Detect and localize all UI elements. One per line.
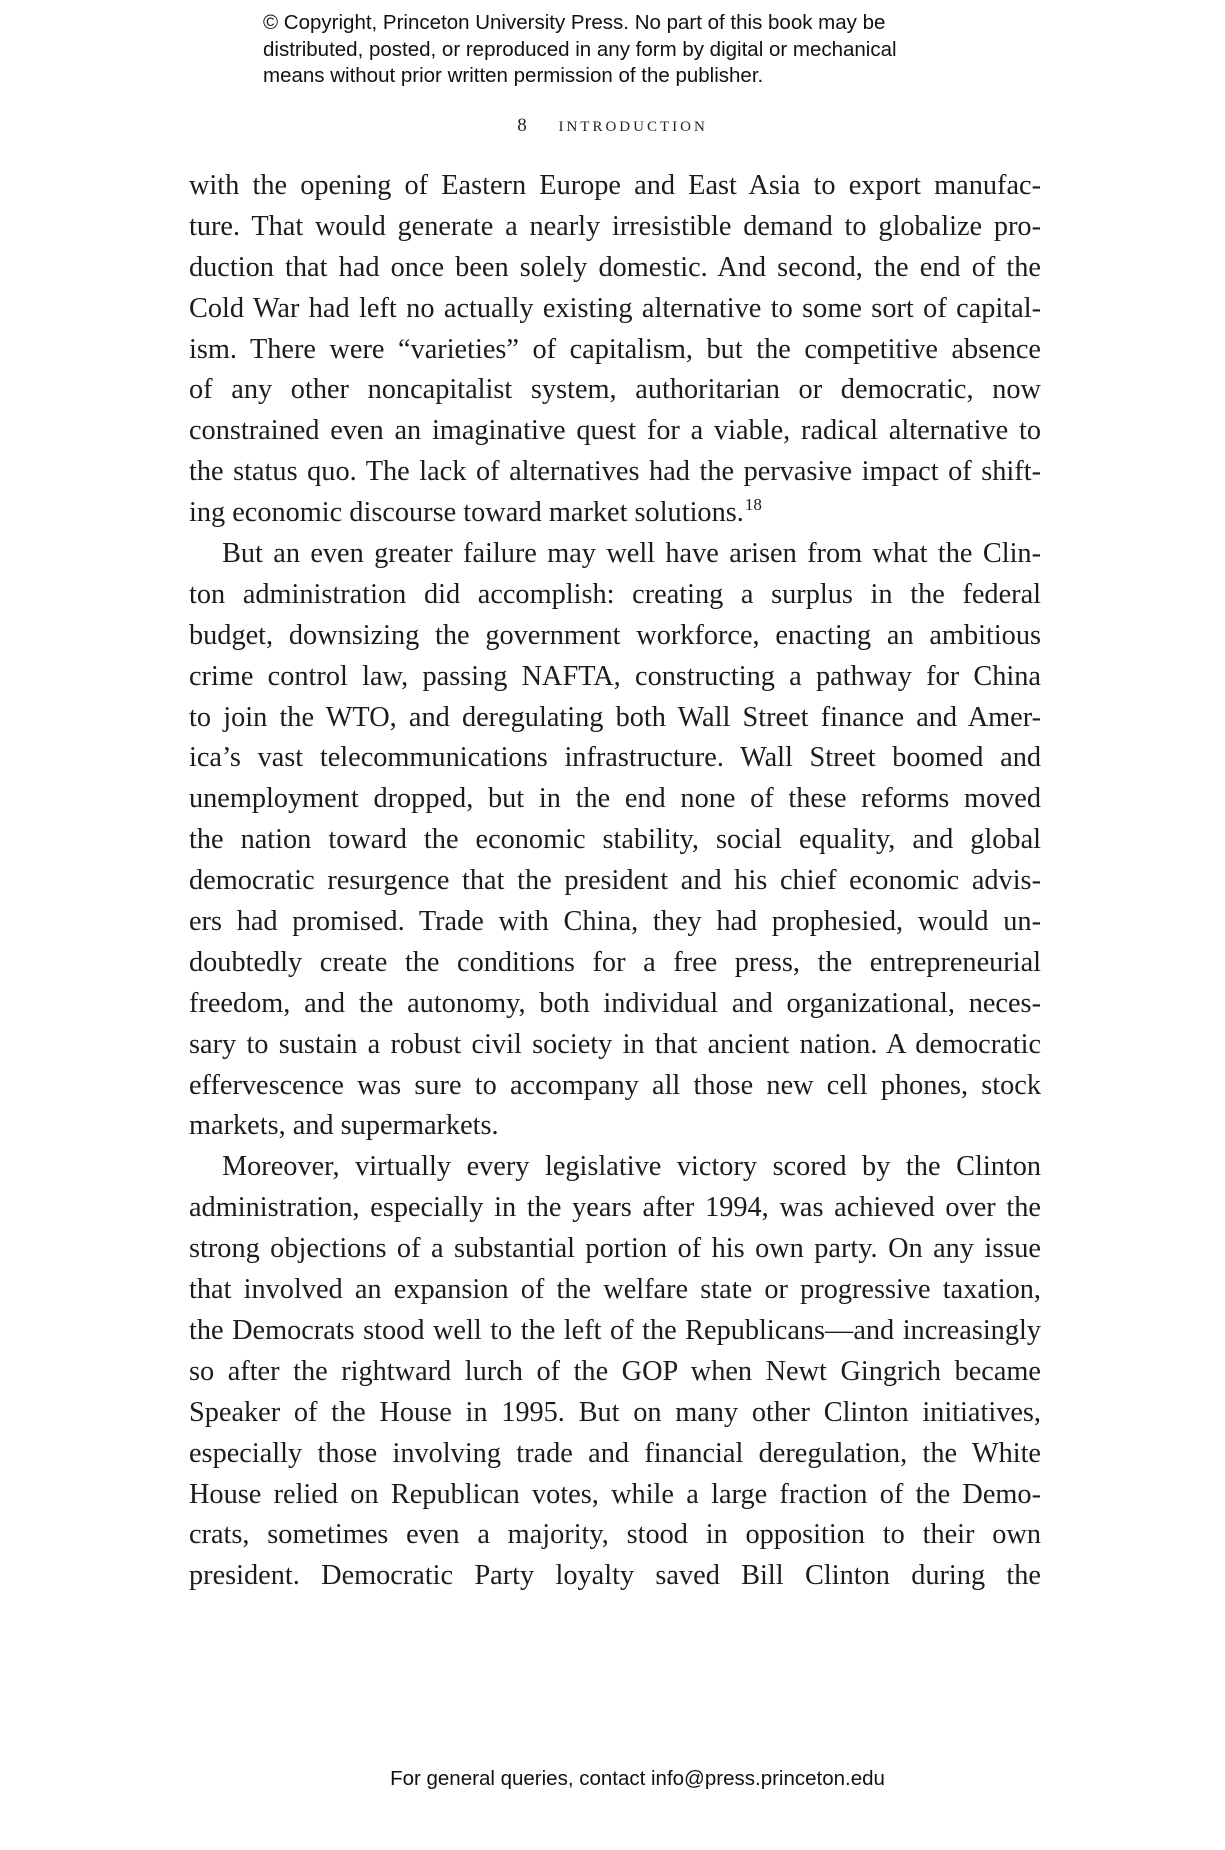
text-line: crime control law, passing NAFTA, constructing a pathway for China (189, 660, 1041, 692)
text-line: strong objections of a substantial portion of his own party. On any issue (189, 1233, 1041, 1265)
text-line (189, 493, 1041, 534)
text-line: so after the rightward lurch of the GOP when Newt Gingrich became (189, 1355, 1041, 1387)
text-line: doubtedly create the conditions for a free press, the entrepreneurial (189, 946, 1041, 978)
section-title: introduction (558, 112, 708, 136)
copyright-notice (263, 10, 963, 90)
text-line: effervescence was sure to accompany all those new cell phones, stock (189, 1069, 1041, 1101)
text-line-content: ing economic discourse toward market solutions. (189, 497, 744, 529)
body-text (189, 166, 1041, 1597)
text-line: duction that had once been solely domestic. And second, the end of the (189, 251, 1041, 283)
text-line: Moreover, virtually every legislative victory scored by the Clinton (222, 1151, 1041, 1183)
copyright-line: means without prior written permission of the publisher. (263, 64, 764, 87)
paragraph (189, 534, 1041, 1147)
text-line: especially those involving trade and financial deregulation, the White (189, 1437, 1041, 1469)
text-line: budget, downsizing the government workforce, enacting an ambitious (189, 619, 1041, 651)
text-line: freedom, and the autonomy, both individual and organizational, neces- (189, 987, 1041, 1019)
copyright-line: © Copyright, Princeton University Press. No part of this book may be (263, 11, 886, 34)
text-line: Speaker of the House in 1995. But on many other Clinton initiatives, (189, 1396, 1041, 1428)
text-line: administration, especially in the years after 1994, was achieved over the (189, 1192, 1041, 1224)
paragraph (189, 166, 1041, 534)
paragraph (189, 1147, 1041, 1597)
text-line: ton administration did accomplish: creating a surplus in the federal (189, 578, 1041, 610)
text-line: president. Democratic Party loyalty saved Bill Clinton during the (189, 1560, 1041, 1592)
text-line: constrained even an imaginative quest for a viable, radical alternative to (189, 415, 1041, 447)
text-line: with the opening of Eastern Europe and East Asia to export manufac- (189, 170, 1041, 201)
text-line: House relied on Republican votes, while a large fraction of the Demo- (189, 1478, 1041, 1510)
page-number: 8 (517, 115, 528, 136)
text-line: the nation toward the economic stability, social equality, and global (189, 824, 1041, 856)
text-line: to join the WTO, and deregulating both Wall Street finance and Amer- (189, 701, 1041, 733)
text-line: Cold War had left no actually existing alternative to some sort of capital- (189, 292, 1041, 324)
text-line: ture. That would generate a nearly irresistible demand to globalize pro- (189, 210, 1041, 242)
text-line: of any other noncapitalist system, authoritarian or democratic, now (189, 374, 1041, 406)
text-line: unemployment dropped, but in the end none of these reforms moved (189, 783, 1041, 815)
text-line: that involved an expansion of the welfare state or progressive taxation, (189, 1274, 1041, 1306)
running-head (0, 112, 1225, 137)
text-line: ism. There were “varieties” of capitalism, but the competitive absence (189, 333, 1041, 365)
text-line: crats, sometimes even a majority, stood in opposition to their own (189, 1519, 1041, 1551)
text-line: the status quo. The lack of alternatives had the pervasive impact of shift- (189, 456, 1041, 488)
footnote-reference[interactable]: 18 (744, 495, 762, 515)
text-line: markets, and supermarkets. (189, 1110, 499, 1142)
footer-contact: For general queries, contact info@press.princeton.edu (390, 1767, 885, 1790)
copyright-line: distributed, posted, or reproduced in any form by digital or mechanical (263, 37, 897, 61)
text-line: the Democrats stood well to the left of the Republicans—and increasingly (189, 1314, 1041, 1346)
text-line: But an even greater failure may well have arisen from what the Clin- (222, 538, 1041, 570)
text-line: ica’s vast telecommunications infrastructure. Wall Street boomed and (189, 742, 1041, 774)
text-line: sary to sustain a robust civil society in that ancient nation. A democratic (189, 1028, 1041, 1060)
text-line: ers had promised. Trade with China, they had prophesied, would un- (189, 906, 1041, 938)
text-line: democratic resurgence that the president and his chief economic advis- (189, 865, 1041, 897)
